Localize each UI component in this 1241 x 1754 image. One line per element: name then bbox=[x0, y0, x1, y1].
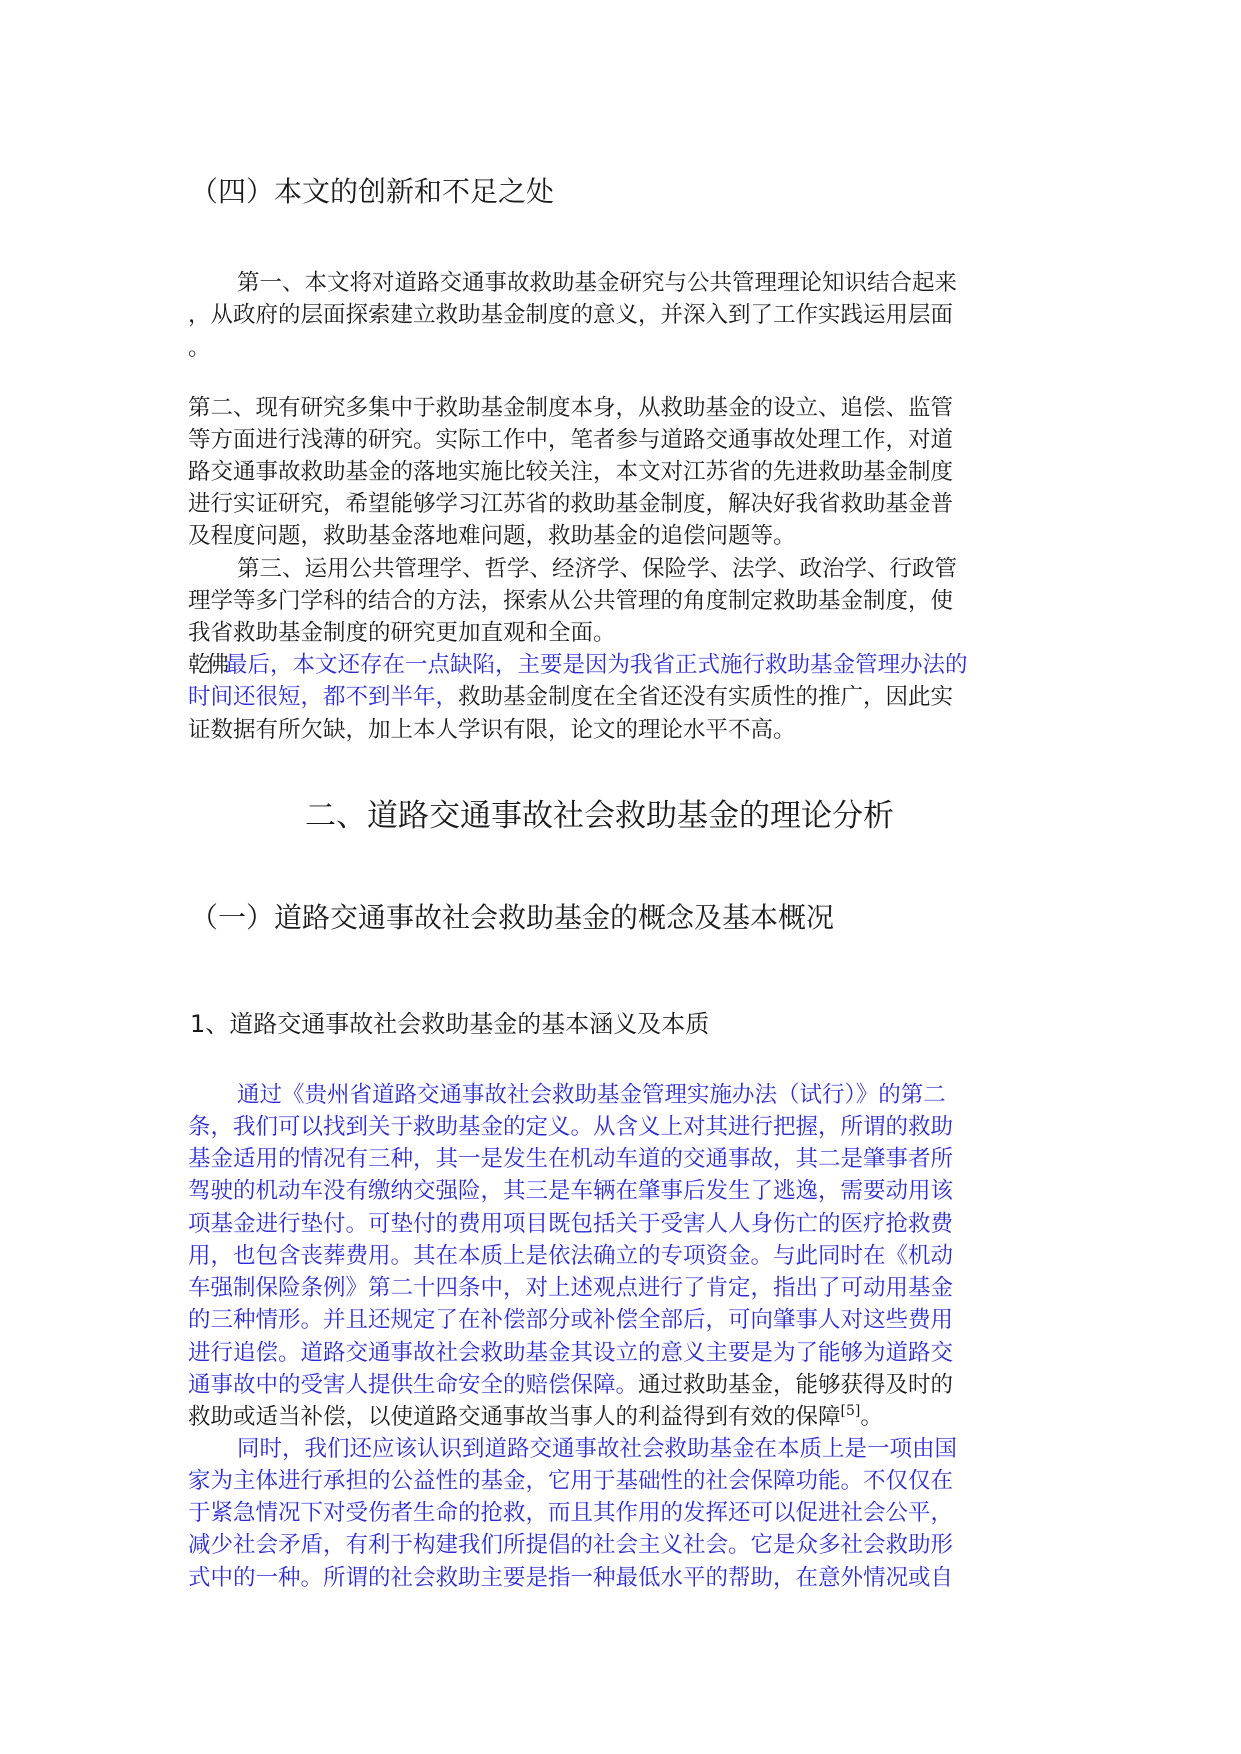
revised-text: 最后，本文还存在一点缺陷，主要是因为我省正式施行救助基金管理办法的 bbox=[225, 652, 968, 678]
paragraph-line: 我省救助基金制度的研究更加直观和全面。 bbox=[188, 620, 616, 646]
paragraph-line bbox=[188, 1399, 883, 1431]
paragraph-line: 的三种情形。并且还规定了在补偿部分或补偿全部后，可向肇事人对这些费用 bbox=[188, 1307, 954, 1333]
paragraph-line: 用，也包含丧葬费用。其在本质上是依法确立的专项资金。与此同时在《机动 bbox=[188, 1243, 954, 1269]
paragraph-line: 条，我们可以找到关于救助基金的定义。从含义上对其进行把握，所谓的救助 bbox=[188, 1114, 954, 1140]
revision-prefix: 乾佛 bbox=[188, 652, 226, 678]
paragraph-line: 驾驶的机动车没有缴纳交强险，其三是车辆在肇事后发生了逃逸，需要动用该 bbox=[188, 1178, 954, 1204]
paragraph-line: 及程度问题，救助基金落地难问题，救助基金的追偿问题等。 bbox=[188, 523, 796, 549]
paragraph-line: 第二、现有研究多集中于救助基金制度本身，从救助基金的设立、追偿、监管 bbox=[188, 395, 954, 421]
paragraph-line: 第一、本文将对道路交通事故救助基金研究与公共管理理论知识结合起来 bbox=[237, 270, 958, 296]
paragraph-text: 。 bbox=[860, 1404, 883, 1430]
paragraph-line: 理学等多门学科的结合的方法，探索从公共管理的角度制定救助基金制度，使 bbox=[188, 588, 954, 614]
paragraph-line: 通过《贵州省道路交通事故社会救助基金管理实施办法（试行）》的第二 bbox=[237, 1082, 946, 1108]
paragraph-line bbox=[188, 679, 953, 711]
paragraph-line: 证数据有所欠缺，加上本人学识有限，论文的理论水平不高。 bbox=[188, 717, 796, 743]
subsection-heading: 1、道路交通事故社会救助基金的基本涵义及本质 bbox=[190, 1010, 710, 1038]
paragraph-line: ，从政府的层面探索建立救助基金制度的意义，并深入到了工作实践运用层面 bbox=[188, 302, 954, 328]
section-heading-innovation: （四）本文的创新和不足之处 bbox=[190, 175, 555, 208]
paragraph-text: 救助或适当补偿，以使道路交通事故当事人的利益得到有效的保障 bbox=[188, 1404, 841, 1430]
paragraph-line: 等方面进行浅薄的研究。实际工作中，笔者参与道路交通事故处理工作，对道 bbox=[188, 427, 954, 453]
paragraph-line: 进行实证研究，希望能够学习江苏省的救助基金制度，解决好我省救助基金普 bbox=[188, 491, 954, 517]
paragraph-line: 基金适用的情况有三种，其一是发生在机动车道的交通事故，其二是肇事者所 bbox=[188, 1146, 954, 1172]
paragraph-line: 路交通事故救助基金的落地实施比较关注，本文对江苏省的先进救助基金制度 bbox=[188, 459, 954, 485]
paragraph-text: 通过救助基金，能够获得及时的 bbox=[638, 1372, 954, 1398]
chapter-heading: 二、道路交通事故社会救助基金的理论分析 bbox=[305, 798, 894, 834]
paragraph-line: 。 bbox=[188, 335, 211, 361]
paragraph-line: 减少社会矛盾，有利于构建我们所提倡的社会主义社会。它是众多社会救助形 bbox=[188, 1532, 954, 1558]
paragraph-line: 项基金进行垫付。可垫付的费用项目既包括关于受害人人身伤亡的医疗抢救费 bbox=[188, 1211, 954, 1237]
paragraph-line: 同时，我们还应该认识到道路交通事故社会救助基金在本质上是一项由国 bbox=[237, 1436, 958, 1462]
paragraph-line: 家为主体进行承担的公益性的基金，它用于基础性的社会保障功能。不仅仅在 bbox=[188, 1468, 954, 1494]
paragraph-line: 进行追偿。道路交通事故社会救助基金其设立的意义主要是为了能够为道路交 bbox=[188, 1340, 954, 1366]
citation-ref: [5] bbox=[840, 1403, 861, 1419]
paragraph-line bbox=[188, 1367, 953, 1399]
paragraph-text: 救助基金制度在全省还没有实质性的推广，因此实 bbox=[458, 684, 954, 710]
paragraph-line bbox=[188, 647, 968, 679]
paragraph-line: 式中的一种。所谓的社会救助主要是指一种最低水平的帮助，在意外情况或自 bbox=[188, 1565, 954, 1591]
paragraph-line: 于紧急情况下对受伤者生命的抢救，而且其作用的发挥还可以促进社会公平， bbox=[188, 1500, 954, 1526]
section-heading-concept: （一）道路交通事故社会救助基金的概念及基本概况 bbox=[190, 901, 835, 934]
revised-text: 时间还很短，都不到半年， bbox=[188, 684, 459, 710]
paragraph-line: 车强制保险条例》第二十四条中，对上述观点进行了肯定，指出了可动用基金 bbox=[188, 1275, 954, 1301]
revised-text: 通事故中的受害人提供生命安全的赔偿保障。 bbox=[188, 1372, 639, 1398]
paragraph-line: 第三、运用公共管理学、哲学、经济学、保险学、法学、政治学、行政管 bbox=[237, 556, 958, 582]
